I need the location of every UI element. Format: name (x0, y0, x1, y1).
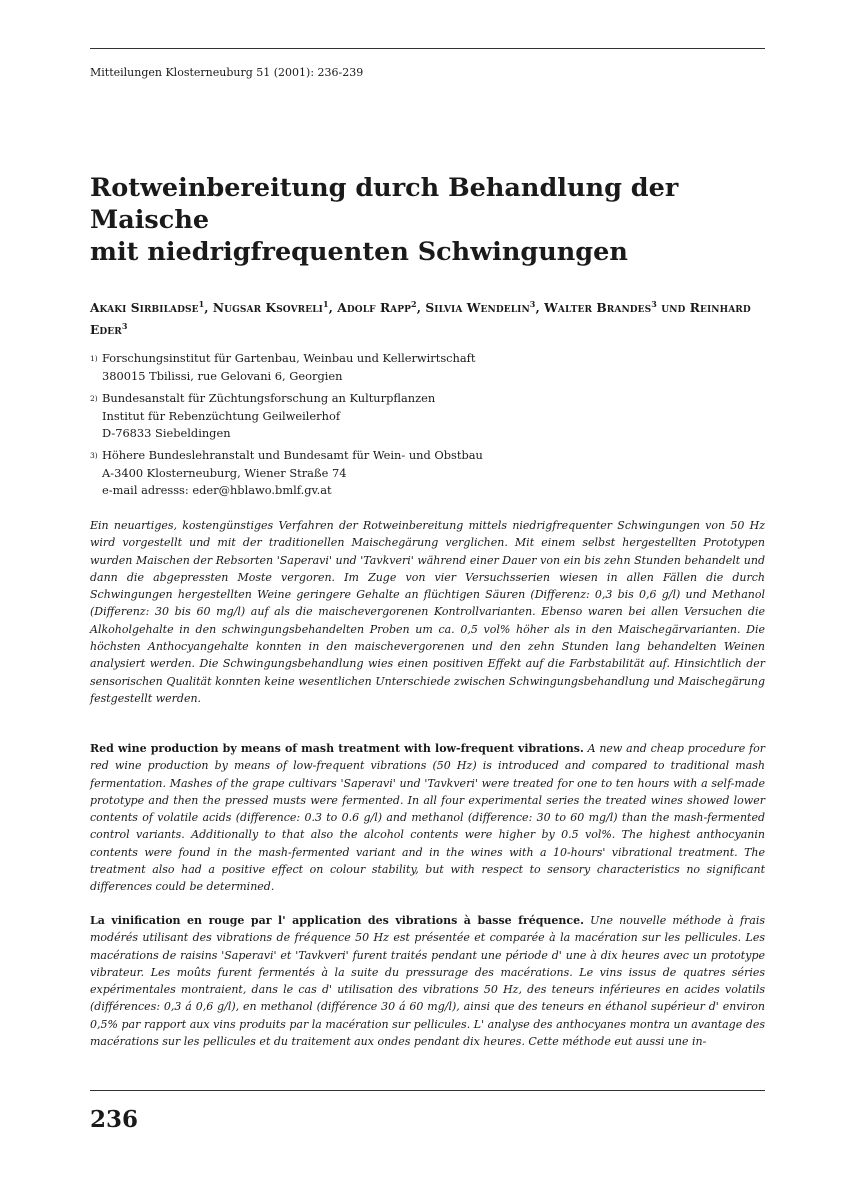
affiliation-line: A-3400 Klosterneuburg, Wiener Straße 74 (102, 465, 347, 480)
affiliation-2 (90, 390, 690, 440)
author: Akaki Sirbiladse (90, 301, 199, 316)
abstract-french-heading: La vinification en rouge par l' application des vibrations à basse fréquence. (90, 914, 584, 927)
abstract-french-text: Une nouvelle méthode à frais modérés utilisant des vibrations de fréquence 50 Hz est présentée et comparée à la macération sur les pellicules. Les macérations de raisins 'Saperavi' et 'Tavkveri' furent traités pendant une période d' une à dix heures avec un prototype vibrateur. Les moûts furent fermentés à la suite du pressurage des macérations. Le vins issus de quatres séries expérimentales montraient, dans le cas d' utilisation des vibrations 50 Hz, des teneurs inférieures en acides volatils (différences: 0,3 á 0,6 g/l), en methanol (différence 30 á 60 mg/l), ainsi que des teneurs en éthanol supérieur d' environ 0,5% par rapport aux vins produits par la macération sur pellicules. L' analyse des anthocyanes montra un avantage des macérations sur les pellicules et du traitement aux ondes pendant dix heures. Cette méthode eut aussi une in- (90, 914, 765, 1049)
title-line-2: mit niedrigfrequenten Schwingungen (90, 237, 628, 267)
affiliation-line: D-76833 Siebeldingen (102, 426, 231, 440)
affiliation-line: Bundesanstalt für Züchtungsforschung an Kulturpflanzen (102, 391, 436, 405)
affiliation-number: 3) (90, 451, 98, 460)
affiliation-line: Höhere Bundeslehranstalt und Bundesamt für Wein- und Obstbau (102, 448, 483, 462)
author: Adolf Rapp (337, 301, 412, 316)
author-affiliation-mark: 3 (121, 321, 128, 332)
author-separator: und (656, 301, 690, 316)
abstract-french (90, 912, 765, 1070)
author-affiliation-mark: 3 (651, 299, 657, 309)
abstract-english-heading: Red wine production by means of mash treatment with low-frequent vibrations. (90, 742, 584, 755)
bottom-rule (90, 1090, 765, 1091)
author: Walter Brandes (544, 301, 652, 316)
author-separator: , (204, 301, 213, 316)
abstract-german (90, 517, 765, 707)
affiliation-email: e-mail adresss: eder@hblawo.bmlf.gv.at (102, 483, 332, 497)
affiliation-line: Forschungsinstitut für Gartenbau, Weinbau und Kellerwirtschaft (102, 351, 476, 365)
abstract-german-text: Ein neuartiges, kostengünstiges Verfahren der Rotweinbereitung mittels niedrigfrequenter Schwingungen von 50 Hz wird vorgestellt und mit der traditionellen Maischegärung verglichen. Mit einem selbst hergestellten Prototypen wurden Maischen der Rebsorten 'Saperavi' und 'Tavkveri' während einer Dauer von ein bis zehn Stunden behandelt und dann die abgepressten Moste vergoren. Im Zuge von vier Versuchsserien wiesen in allen Fällen die durch Schwingungen hergestellten Weine geringere Gehalte an flüchtigen Säuren (Differenz: 0,3 bis 0,6 g/l) und Methanol (Differenz: 30 bis 60 mg/l) auf als die maischevergorenen Kontrollvarianten. Ebenso waren bei allen Versuchen die Alkoholgehalte in den schwingungsbehandelten Proben um ca. 0,5 vol% höher als in den Maischegärvarianten. Die höchsten Anthocyangehalte konnten in den maischevergorenen und den zehn Stunden lang behandelten Weinen analysiert werden. Die Schwingungsbehandlung wies einen positiven Effekt auf die Farbstabilität auf. Hinsichtlich der sensorischen Qualität konnten keine wesentlichen Unterschiede zwischen Schwingungsbehandlung und Maischegärung festgestellt werden. (90, 519, 765, 705)
affiliation-number: 1) (90, 354, 98, 363)
article-title (90, 172, 770, 268)
author-list (90, 295, 770, 339)
author-separator: , (416, 301, 426, 316)
affiliation-line: Institut für Rebenzüchtung Geilweilerhof (102, 408, 341, 423)
author-separator: , (535, 301, 545, 316)
author-affiliation-mark: 2 (411, 299, 417, 309)
abstract-english-text: A new and cheap procedure for red wine production by means of low-frequent vibrations (50 Hz) is introduced and compared to traditional mash fermentation. Mashes of the grape cultivars 'Saperavi' und 'Tavkveri' were treated for one to ten hours with a self-made prototype and then the pressed musts were fermented. In all four experimental series the treated wines showed lower contents of volatile acids (difference: 0.3 to 0.6 g/l) and methanol (difference: 30 to 60 mg/l) than the mash-fermented control variants. Additionally to that also the alcohol contents were higher by 0.5 vol%. The highest anthocyanin contents were found in the mash-fermented variant and in the wines with a 10-hours' vibrational treatment. The treatment also had a positive effect on colour stability, but with respect to sensory characteristics no significant differences could be determined. (90, 742, 765, 894)
page-number: 236 (90, 1106, 139, 1133)
author-affiliation-mark: 1 (322, 299, 329, 309)
top-rule (90, 48, 765, 49)
affiliation-line: 380015 Tbilissi, rue Gelovani 6, Georgien (102, 368, 343, 383)
author: Reinhard Eder (90, 301, 751, 338)
journal-citation: Mitteilungen Klosterneuburg 51 (2001): 236-239 (90, 66, 364, 79)
author-separator: , (328, 301, 338, 316)
author: Silvia Wendelin (425, 301, 530, 316)
author-affiliation-mark: 1 (198, 299, 205, 309)
author-affiliation-mark: 3 (529, 299, 536, 309)
title-line-1: Rotweinbereitung durch Behandlung der Maische (90, 173, 679, 235)
author: Nugsar Ksovreli (212, 301, 323, 316)
abstract-english (90, 740, 765, 896)
affiliation-number: 2) (90, 394, 98, 403)
affiliation-3 (90, 447, 690, 497)
affiliation-1 (90, 350, 690, 383)
